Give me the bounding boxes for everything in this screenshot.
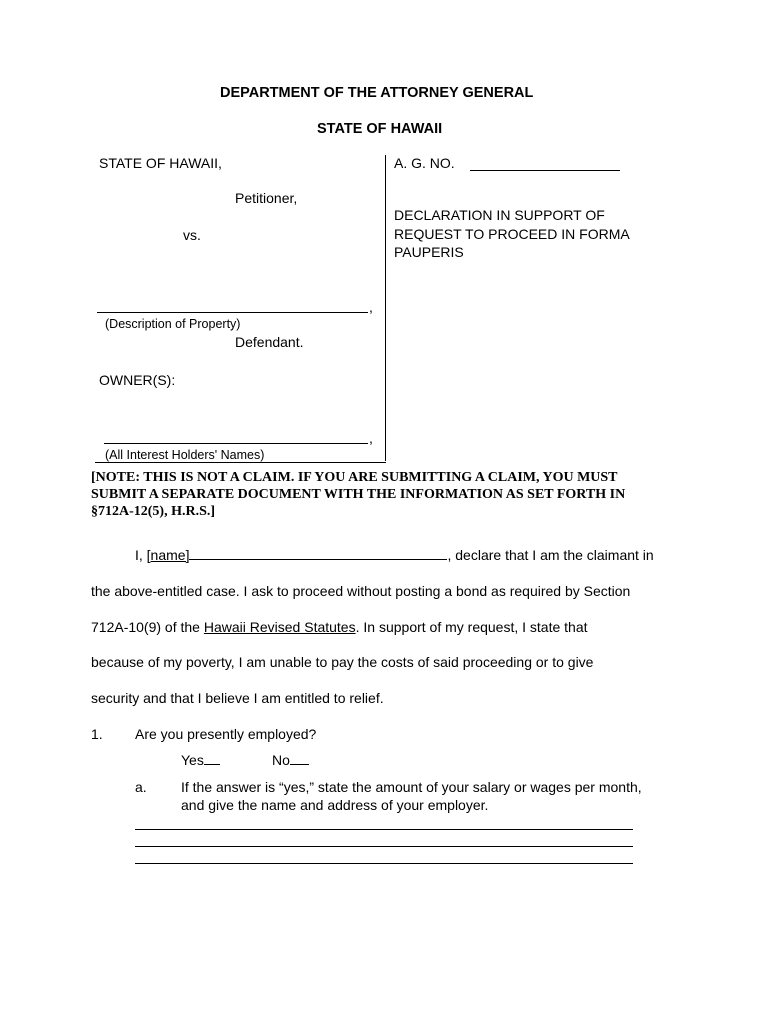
note-line-1: [NOTE: THIS IS NOT A CLAIM. IF YOU ARE SUBMITTING A CLAIM, YOU MUST	[91, 470, 618, 485]
no-option[interactable]	[272, 752, 309, 768]
declaration-line-5: security and that I believe I am entitled to relief.	[91, 690, 384, 706]
ag-number-label: A. G. NO.	[394, 155, 455, 171]
note-line-2: SUBMIT A SEPARATE DOCUMENT WITH THE INFORMATION AS SET FORTH IN	[91, 487, 626, 502]
yes-blank[interactable]	[204, 752, 220, 765]
yes-label: Yes	[181, 752, 204, 768]
declaration-suffix: , declare that I am the claimant in	[447, 547, 654, 563]
owners-label: OWNER(S):	[99, 372, 176, 388]
yes-option[interactable]	[181, 752, 220, 768]
note-block	[91, 469, 691, 520]
subquestion-a-line-1: If the answer is “yes,” state the amount of your salary or wages per month,	[181, 779, 642, 795]
document-title-line-2: REQUEST TO PROCEED IN FORMA	[394, 226, 630, 242]
statute-suffix: . In support of my request, I state that	[355, 619, 588, 635]
department-title: DEPARTMENT OF THE ATTORNEY GENERAL	[220, 85, 534, 101]
statute-prefix: 712A-10(9) of the	[91, 619, 204, 635]
statutes-link[interactable]: Hawaii Revised Statutes	[203, 619, 356, 635]
note-line-3: §712A-12(5), H.R.S.]	[91, 504, 216, 519]
question-1-number: 1.	[91, 726, 103, 742]
answer-line-3[interactable]	[135, 863, 633, 864]
ag-number-field[interactable]	[470, 170, 620, 171]
property-description-line[interactable]	[97, 312, 368, 313]
name-field-line[interactable]	[189, 547, 447, 560]
declaration-line-2: the above-entitled case. I ask to proceed without posting a bond as required by Section	[91, 583, 631, 599]
caption-divider	[385, 155, 386, 461]
name-placeholder[interactable]: [name]	[146, 547, 190, 563]
petitioner-label: Petitioner,	[235, 190, 298, 206]
property-line-comma: ,	[369, 299, 373, 315]
question-1-text: Are you presently employed?	[135, 726, 317, 742]
declaration-prefix: I,	[135, 547, 147, 563]
answer-line-1[interactable]	[135, 829, 633, 830]
no-label: No	[272, 752, 290, 768]
caption-bottom-line	[95, 462, 386, 463]
versus-label: vs.	[183, 227, 201, 243]
subquestion-a-label: a.	[135, 779, 147, 795]
defendant-label: Defendant.	[235, 334, 304, 350]
subquestion-a-line-2: and give the name and address of your employer.	[181, 797, 489, 813]
document-title-line-3: PAUPERIS	[394, 244, 464, 260]
state-title: STATE OF HAWAII	[317, 121, 443, 137]
declaration-line-4: because of my poverty, I am unable to pay the costs of said proceeding or to give	[91, 654, 594, 670]
document-title-line-1: DECLARATION IN SUPPORT OF	[394, 207, 605, 223]
answer-line-2[interactable]	[135, 846, 633, 847]
property-description-label: (Description of Property)	[105, 317, 241, 331]
no-blank[interactable]	[290, 752, 309, 765]
interest-holders-line[interactable]	[104, 443, 368, 444]
declaration-line-1	[135, 547, 654, 563]
interest-holders-label: (All Interest Holders' Names)	[105, 448, 265, 462]
plaintiff-name: STATE OF HAWAII,	[99, 155, 222, 171]
declaration-line-3	[91, 619, 588, 635]
holders-line-comma: ,	[369, 430, 373, 446]
